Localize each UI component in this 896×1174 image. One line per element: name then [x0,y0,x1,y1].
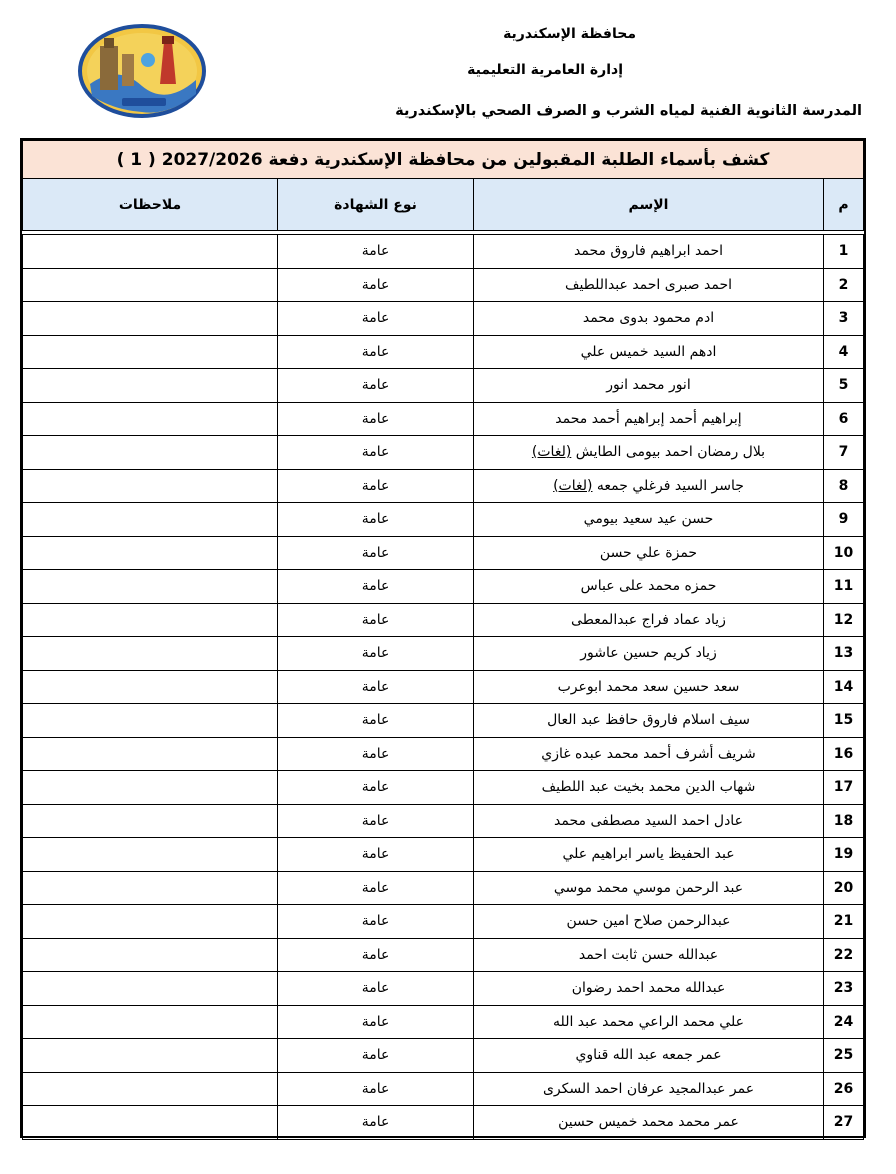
student-name [474,871,824,905]
student-name-text: جاسر السيد فرغلي جمعه [596,477,744,494]
student-name [474,637,824,671]
language-tag: (لغات) [553,477,593,494]
student-name [474,1039,824,1073]
student-name-text: احمد ابراهيم فاروق محمد [574,243,723,260]
table-row [23,972,864,1006]
table-title-row [23,141,864,179]
student-name [474,972,824,1006]
student-name-text: عبدالرحمن صلاح امين حسن [566,913,731,930]
student-name-text: عبدالله حسن ثابت احمد [578,946,719,963]
student-name [474,771,824,805]
row-number: 7 [824,436,864,470]
student-name [474,1106,824,1140]
certificate-type: عامة [278,503,474,537]
student-name-text: عادل احمد السيد مصطفى محمد [554,812,743,829]
notes-cell [23,804,278,838]
certificate-type: عامة [278,1072,474,1106]
column-header-name: الإسم [474,179,824,231]
certificate-type: عامة [278,838,474,872]
certificate-type: عامة [278,1005,474,1039]
student-name-text: حمزة علي حسن [599,544,698,561]
language-tag: (لغات) [531,444,572,461]
notes-cell [23,469,278,503]
row-number: 18 [824,804,864,838]
student-name-text: انور محمد انور [606,377,691,394]
student-name-text: احمد صبرى احمد عبداللطيف [564,276,733,293]
student-name-text: عبد الحفيظ ياسر ابراهيم علي [562,846,735,863]
student-name [474,369,824,403]
student-name-text: شهاب الدين محمد بخيت عبد اللطيف [541,779,756,796]
table-row [23,938,864,972]
column-header-cert: نوع الشهادة [278,179,474,231]
notes-cell [23,1106,278,1140]
student-name [474,469,824,503]
student-name [474,737,824,771]
certificate-type: عامة [278,603,474,637]
student-name [474,905,824,939]
row-number: 19 [824,838,864,872]
notes-cell [23,938,278,972]
row-number: 23 [824,972,864,1006]
row-number: 10 [824,536,864,570]
row-number: 27 [824,1106,864,1140]
student-name-text: حسن عيد سعيد بيومي [583,511,714,528]
row-number: 12 [824,603,864,637]
row-number: 25 [824,1039,864,1073]
row-number: 17 [824,771,864,805]
student-name-text: بلال رمضان احمد بيومى الطايش [575,444,766,461]
student-name [474,235,824,269]
row-number: 6 [824,402,864,436]
row-number: 22 [824,938,864,972]
notes-cell [23,268,278,302]
notes-cell [23,737,278,771]
notes-cell [23,536,278,570]
table-row [23,1005,864,1039]
table-row [23,1039,864,1073]
table-row [23,268,864,302]
certificate-type: عامة [278,871,474,905]
certificate-type: عامة [278,905,474,939]
notes-cell [23,235,278,269]
notes-cell [23,771,278,805]
certificate-type: عامة [278,436,474,470]
student-name [474,335,824,369]
table-header-row [23,179,864,231]
notes-cell [23,570,278,604]
notes-cell [23,704,278,738]
student-name-text: سعد حسين سعد محمد ابوعرب [557,678,740,695]
table-row [23,335,864,369]
table-row [23,838,864,872]
notes-cell [23,972,278,1006]
student-name [474,603,824,637]
certificate-type: عامة [278,302,474,336]
certificate-type: عامة [278,335,474,369]
table-row [23,302,864,336]
certificate-type: عامة [278,938,474,972]
notes-cell [23,1005,278,1039]
column-header-num: م [824,179,864,231]
table-row [23,804,864,838]
certificate-type: عامة [278,469,474,503]
certificate-type: عامة [278,704,474,738]
student-name [474,402,824,436]
student-name [474,570,824,604]
row-number: 21 [824,905,864,939]
table-row [23,905,864,939]
certificate-type: عامة [278,1039,474,1073]
table-row [23,469,864,503]
notes-cell [23,302,278,336]
notes-cell [23,1072,278,1106]
certificate-type: عامة [278,235,474,269]
notes-cell [23,637,278,671]
row-number: 1 [824,235,864,269]
students-table-frame [20,138,866,1138]
student-name [474,1072,824,1106]
table-row [23,570,864,604]
student-name [474,536,824,570]
notes-cell [23,402,278,436]
student-name-text: شريف أشرف أحمد محمد عبده غازي [541,745,756,762]
certificate-type: عامة [278,369,474,403]
row-number: 4 [824,335,864,369]
student-name-text: زياد كريم حسين عاشور [580,645,717,662]
student-name-text: عمر جمعه عبد الله قناوي [575,1047,722,1064]
row-number: 16 [824,737,864,771]
table-row [23,436,864,470]
student-name-text: ادهم السيد خميس علي [580,343,717,360]
table-row [23,670,864,704]
student-name-text: عمر محمد محمد خميس حسين [558,1114,739,1131]
table-row [23,871,864,905]
notes-cell [23,369,278,403]
student-name-text: علي محمد الراعي محمد عبد الله [553,1013,744,1030]
certificate-type: عامة [278,972,474,1006]
table-row [23,637,864,671]
row-number: 26 [824,1072,864,1106]
table-row [23,503,864,537]
notes-cell [23,670,278,704]
row-number: 11 [824,570,864,604]
student-name-text: سيف اسلام فاروق حافظ عبد العال [547,712,750,729]
student-name-text: حمزه محمد على عباس [580,578,717,595]
student-name [474,268,824,302]
school-title: المدرسة الثانوية الفنية لمياه الشرب و الصرف الصحي بالإسكندرية [395,103,862,119]
certificate-type: عامة [278,268,474,302]
row-number: 8 [824,469,864,503]
student-name-text: عبد الرحمن موسي محمد موسي [553,879,744,896]
certificate-type: عامة [278,536,474,570]
certificate-type: عامة [278,402,474,436]
student-name [474,838,824,872]
table-title: كشف بأسماء الطلبة المقبولين من محافظة الإسكندرية دفعة 2027/2026 ( 1 ) [23,141,864,179]
notes-cell [23,436,278,470]
table-row [23,1072,864,1106]
row-number: 2 [824,268,864,302]
row-number: 24 [824,1005,864,1039]
row-number: 14 [824,670,864,704]
student-name [474,302,824,336]
notes-cell [23,335,278,369]
notes-cell [23,503,278,537]
certificate-type: عامة [278,570,474,604]
table-row [23,402,864,436]
notes-cell [23,905,278,939]
row-number: 5 [824,369,864,403]
table-row [23,603,864,637]
certificate-type: عامة [278,637,474,671]
students-table [22,140,864,1140]
student-name-text: إبراهيم أحمد إبراهيم أحمد محمد [555,410,742,427]
notes-cell [23,871,278,905]
student-name [474,670,824,704]
table-body [23,235,864,1140]
certificate-type: عامة [278,804,474,838]
table-row [23,536,864,570]
student-name [474,503,824,537]
student-name-text: عبدالله محمد احمد رضوان [571,980,726,997]
student-name-text: عمر عبدالمجيد عرفان احمد السكرى [542,1080,755,1097]
student-name [474,704,824,738]
administration-title: إدارة العامرية التعليمية [467,62,623,78]
notes-cell [23,838,278,872]
student-name [474,938,824,972]
governorate-title: محافظة الإسكندرية [503,26,636,42]
row-number: 13 [824,637,864,671]
notes-cell [23,603,278,637]
row-number: 20 [824,871,864,905]
column-header-notes: ملاحظات [23,179,278,231]
certificate-type: عامة [278,1106,474,1140]
row-number: 3 [824,302,864,336]
certificate-type: عامة [278,670,474,704]
student-name [474,436,824,470]
certificate-type: عامة [278,771,474,805]
table-row [23,704,864,738]
row-number: 15 [824,704,864,738]
table-row [23,369,864,403]
table-row [23,1106,864,1140]
student-name [474,1005,824,1039]
school-logo-emblem [78,24,206,118]
student-name-text: زياد عماد فراج عبدالمعطى [571,611,726,628]
row-number: 9 [824,503,864,537]
notes-cell [23,1039,278,1073]
table-row [23,737,864,771]
certificate-type: عامة [278,737,474,771]
student-name-text: ادم محمود بدوى محمد [582,310,715,327]
student-name [474,804,824,838]
table-row [23,771,864,805]
table-row [23,235,864,269]
